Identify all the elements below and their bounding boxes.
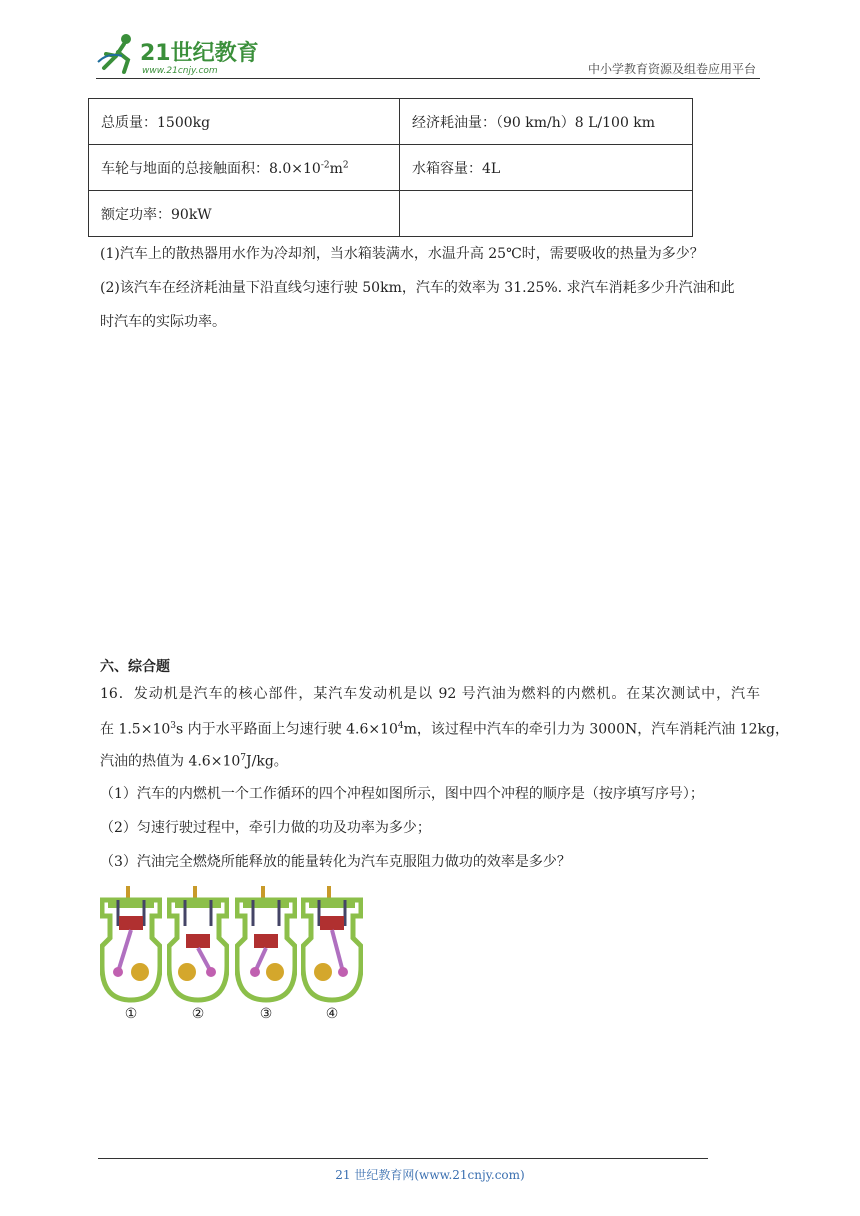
svg-text:www.21cnjy.com: www.21cnjy.com [142,66,218,76]
question-16-sub-2: （2）匀速行驶过程中，牵引力做的功及功率为多少； [100,820,431,836]
runner-icon [98,34,131,72]
engine-stroke-label: ② [191,1006,205,1022]
engine-stroke-diagram [167,886,229,1006]
question-15-part-1: (1)汽车上的散热器用水作为冷却剂，当水箱装满水，水温升高 25℃时，需要吸收的热量为多少？ [100,246,704,262]
car-spec-table [88,98,693,237]
table-row [89,191,693,237]
logo-21cnjy [96,32,266,76]
header-platform-text: 中小学教育资源及组卷应用平台 [587,62,756,76]
table-cell [400,191,693,237]
header-divider [96,78,760,79]
question-16-sub-1: （1）汽车的内燃机一个工作循环的四个冲程如图所示，图中四个冲程的顺序是（按序填写序号）； [100,786,704,802]
footer-text: 21 世纪教育网(www.21cnjy.com) [335,1168,525,1182]
engine-stroke-diagram [100,886,162,1006]
table-cell: 水箱容量：4L [400,145,693,191]
table-cell: 车轮与地面的总接触面积：$8.0\times 10^{-2}m^2$ [89,145,400,191]
question-16-line-3: 汽油的热值为 $4.6\times 10^7J/kg$。 [100,753,288,770]
engine-stroke-label: ① [124,1006,138,1022]
question-16-sub-3: （3）汽油完全燃烧所能释放的能量转化为汽车克服阻力做功的效率是多少？ [100,854,571,870]
footer-divider [98,1158,708,1159]
table-row [89,99,693,145]
table-cell: 经济耗油量：（90 km/h）8 L/100 km [400,99,693,145]
question-16-line-1: 16．发动机是汽车的核心部件，某汽车发动机是以 92 号汽油为燃料的内燃机。在某次测试中，汽车 [100,686,760,702]
section-title: 六、综合题 [100,659,170,675]
table-cell: 额定功率：90kW [89,191,400,237]
page-header [96,30,756,78]
engine-stroke-label: ④ [325,1006,339,1022]
table-row [89,145,693,191]
question-16-line-2: 在 $1.5\times 10^3s$ 内于水平路面上匀速行驶 $4.6\times 10^4m$，该过程中汽车的牵引力为 3000N，汽车消耗汽油 12kg， [100,721,789,738]
question-15-part-2-cont: 时汽车的实际功率。 [100,314,226,330]
table-cell: 总质量：1500kg [89,99,400,145]
engine-stroke-diagram [235,886,297,1006]
question-15-part-2: (2)该汽车在经济耗油量下沿直线匀速行驶 50km，汽车的效率为 31.25%. 求汽车消耗多少升汽油和此 [100,280,735,296]
svg-text:21世纪教育: 21世纪教育 [140,41,259,66]
engine-stroke-label: ③ [259,1006,273,1022]
engine-stroke-diagram [301,886,363,1006]
